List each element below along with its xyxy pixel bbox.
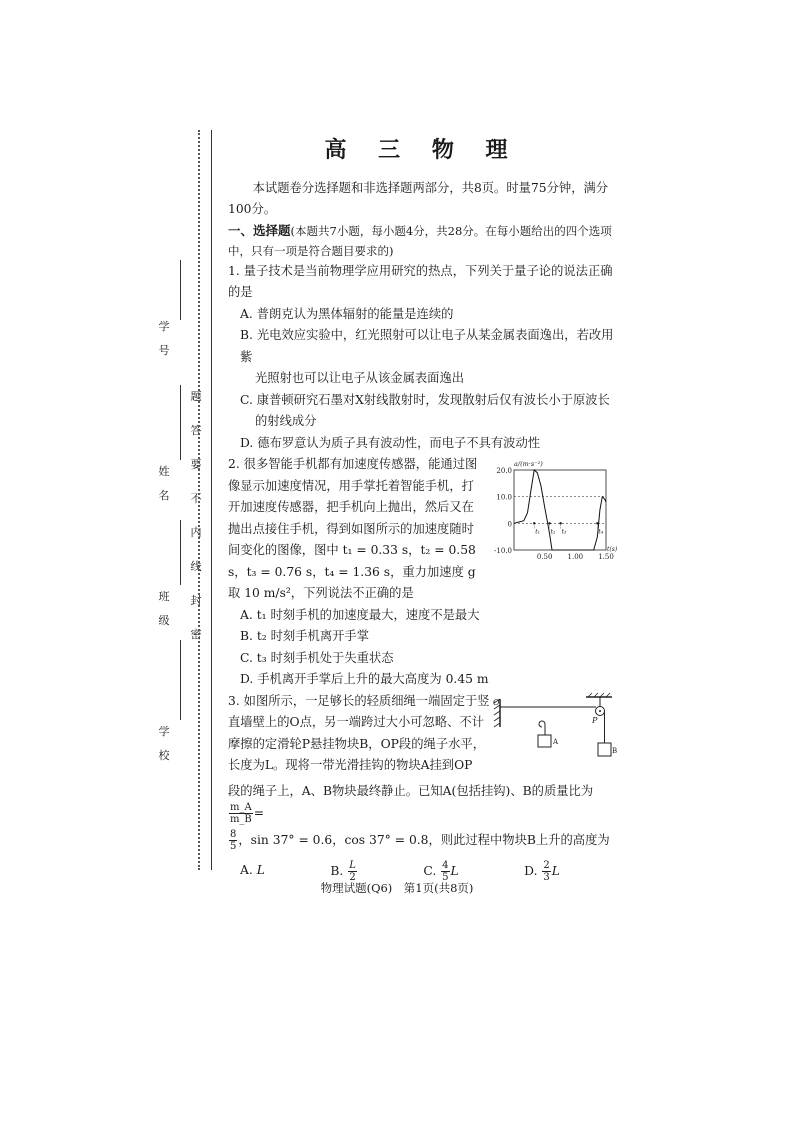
- time-marker-dot: [548, 522, 550, 524]
- option-a[interactable]: A. t₁ 时刻手机的加速度最大，速度不是最大: [240, 607, 480, 622]
- seal-solid-line: [211, 130, 212, 870]
- field-student-id: [154, 320, 174, 358]
- question-stem: 2. 很多智能手机都有加速度传感器，能通过图像显示加速度情况，用手掌托着智能手机，打开加速度传感器，把手机向上抛出，然后又在抛出点接住手机，得到如图所示的加速度随时间变化的图像，图中 t₁ = 0.33 s，t₂ = 0.58 s，t₃ = 0.76 s，t₄ = 1.36 s，重力加速度 g 取 10 m/s²，下列说法不正确的是: [228, 457, 478, 600]
- option-b-cont: 光照射也可以让电子从该金属表面逸出: [255, 371, 465, 385]
- frac-num: 8: [230, 829, 237, 840]
- field-underline[interactable]: [180, 520, 181, 585]
- hook: [539, 721, 545, 730]
- label-o: O: [493, 697, 500, 707]
- field-label-char: 名: [158, 489, 170, 502]
- x-tick-label: 1.50: [598, 553, 614, 561]
- page-title: 高 三 物 理: [324, 137, 520, 163]
- question-3: [228, 691, 616, 884]
- frac-num: 2: [543, 860, 550, 871]
- option-tail: L: [450, 864, 459, 878]
- pulley-diagram: [494, 693, 616, 765]
- frac-num: m_A: [230, 802, 252, 813]
- y-tick-label: 10.0: [496, 493, 512, 502]
- field-underline[interactable]: [180, 260, 181, 320]
- field-label-char: 学: [158, 725, 170, 738]
- y-tick-label: 0: [507, 520, 512, 529]
- option-a[interactable]: A. 普朗克认为黑体辐射的能量是连续的: [240, 306, 454, 321]
- field-label-char: 号: [158, 344, 170, 357]
- option-b[interactable]: B. t₂ 时刻手机离开手掌: [240, 629, 370, 643]
- option-prefix: D.: [524, 864, 542, 878]
- mass-ratio: [229, 802, 253, 825]
- seal-char: 要: [190, 458, 202, 471]
- question-stem: 1. 量子技术是当前物理学应用研究的热点，下列关于量子论的说法正确的是: [228, 263, 613, 299]
- seal-char: 不: [190, 492, 202, 505]
- binding-margin: [140, 130, 220, 870]
- question-stem-cont2: [228, 829, 616, 852]
- option-prefix: C.: [423, 864, 441, 878]
- option-prefix: B.: [330, 864, 348, 878]
- field-label-char: 学: [158, 320, 170, 333]
- field-label-char: 校: [158, 749, 170, 762]
- stem-text: ，sin 37° = 0.6，cos 37° = 0.8，则此过程中物块B上升的高度为: [238, 833, 610, 847]
- time-marker-label: t₄: [598, 528, 604, 536]
- time-marker-dot: [533, 522, 535, 524]
- field-label-char: 级: [158, 614, 170, 627]
- seal-char: 答: [190, 424, 202, 437]
- option-d[interactable]: D. 德布罗意认为质子具有波动性，而电子不具有波动性: [240, 435, 541, 450]
- option-tail: L: [551, 864, 560, 878]
- seal-char: 题: [190, 390, 202, 403]
- label-b: B: [612, 746, 618, 755]
- frac-den: 5: [230, 841, 237, 852]
- time-marker-label: t₃: [561, 528, 567, 536]
- seal-char: 线: [190, 560, 202, 573]
- section-note: (本题共7小题，每小题4分，共28分。在每小题给出的四个选项中，只有一项是符合题目要求的): [228, 223, 612, 258]
- frac-den: 3: [543, 872, 550, 883]
- pulley-axle: [599, 710, 601, 712]
- frac-den: m_B: [229, 814, 252, 825]
- block-b: [598, 743, 611, 756]
- option-c[interactable]: C. 康普顿研究石墨对X射线散射时，发现散射后仅有波长小于原波长: [240, 392, 610, 407]
- frac-num: L: [349, 860, 356, 871]
- seal-char: 内: [190, 526, 202, 539]
- intro-text: 本试题卷分选择题和非选择题两部分，共8页。时量75分钟，满分100分。: [228, 180, 609, 216]
- x-tick-label: 0.50: [536, 553, 553, 561]
- field-label-char: 姓: [158, 465, 170, 478]
- y-axis-label: a/(m·s⁻²): [514, 460, 543, 468]
- field-underline[interactable]: [180, 640, 181, 720]
- block-a: [538, 735, 551, 747]
- acceleration-curve: [514, 470, 606, 550]
- page-footer: 物理试题(Q6) 第1页(共8页): [320, 881, 474, 895]
- option-d[interactable]: D. 手机离开手掌后上升的最大高度为 0.45 m: [240, 672, 489, 686]
- time-marker-dot: [596, 522, 598, 524]
- seal-dotted-line: [198, 130, 200, 870]
- stem-text: 段的绳子上，A、B物块最终静止。已知A(包括挂钩)、B的质量比为: [228, 783, 594, 798]
- field-name: [154, 465, 174, 503]
- question-1: [228, 261, 616, 455]
- frac-num: 4: [442, 860, 449, 871]
- seal-char: 封: [190, 594, 202, 607]
- option-c[interactable]: C. t₃ 时刻手机处于失重状态: [240, 650, 394, 665]
- time-marker-label: t₂: [550, 528, 556, 536]
- seal-warning: [186, 380, 206, 652]
- acceleration-chart: [480, 456, 618, 566]
- field-school: [154, 725, 174, 763]
- option-c-cont: 的射线成分: [255, 414, 317, 428]
- section-heading: [228, 221, 616, 261]
- equals-sign: =: [253, 806, 265, 820]
- y-tick-label: 20.0: [496, 467, 512, 475]
- x-tick-label: 1.00: [567, 553, 584, 561]
- option-b[interactable]: B. 光电效应实验中，红光照射可以让电子从某金属表面逸出，若改用紫: [240, 328, 614, 364]
- label-a: A: [553, 737, 559, 746]
- question-stem-cont: [228, 781, 616, 826]
- field-label-char: 班: [158, 590, 170, 603]
- label-p: P: [592, 715, 598, 725]
- ratio-value: [229, 829, 237, 852]
- option-value: L: [256, 863, 265, 877]
- option-prefix: A.: [240, 863, 257, 877]
- field-underline[interactable]: [180, 385, 181, 460]
- time-marker-label: t₁: [535, 528, 541, 536]
- exam-content: [228, 137, 618, 883]
- frac-den: 2: [349, 872, 356, 883]
- frac-den: 5: [442, 872, 449, 883]
- question-2: [228, 454, 616, 691]
- x-axis-label: t(s): [607, 546, 618, 553]
- time-marker-dot: [559, 522, 561, 524]
- seal-char: 密: [190, 628, 202, 641]
- field-class: [154, 590, 174, 628]
- section-title: 一、选择题: [228, 222, 291, 238]
- question-stem: 3. 如图所示，一足够长的轻质细绳一端固定于竖直墙壁上的O点，另一端跨过大小可忽略、不计摩擦的定滑轮P悬挂物块B，OP段的绳子水平，长度为L。现将一带光滑挂钩的物块A挂到OP: [228, 693, 490, 772]
- y-tick-label: -10.0: [494, 547, 512, 555]
